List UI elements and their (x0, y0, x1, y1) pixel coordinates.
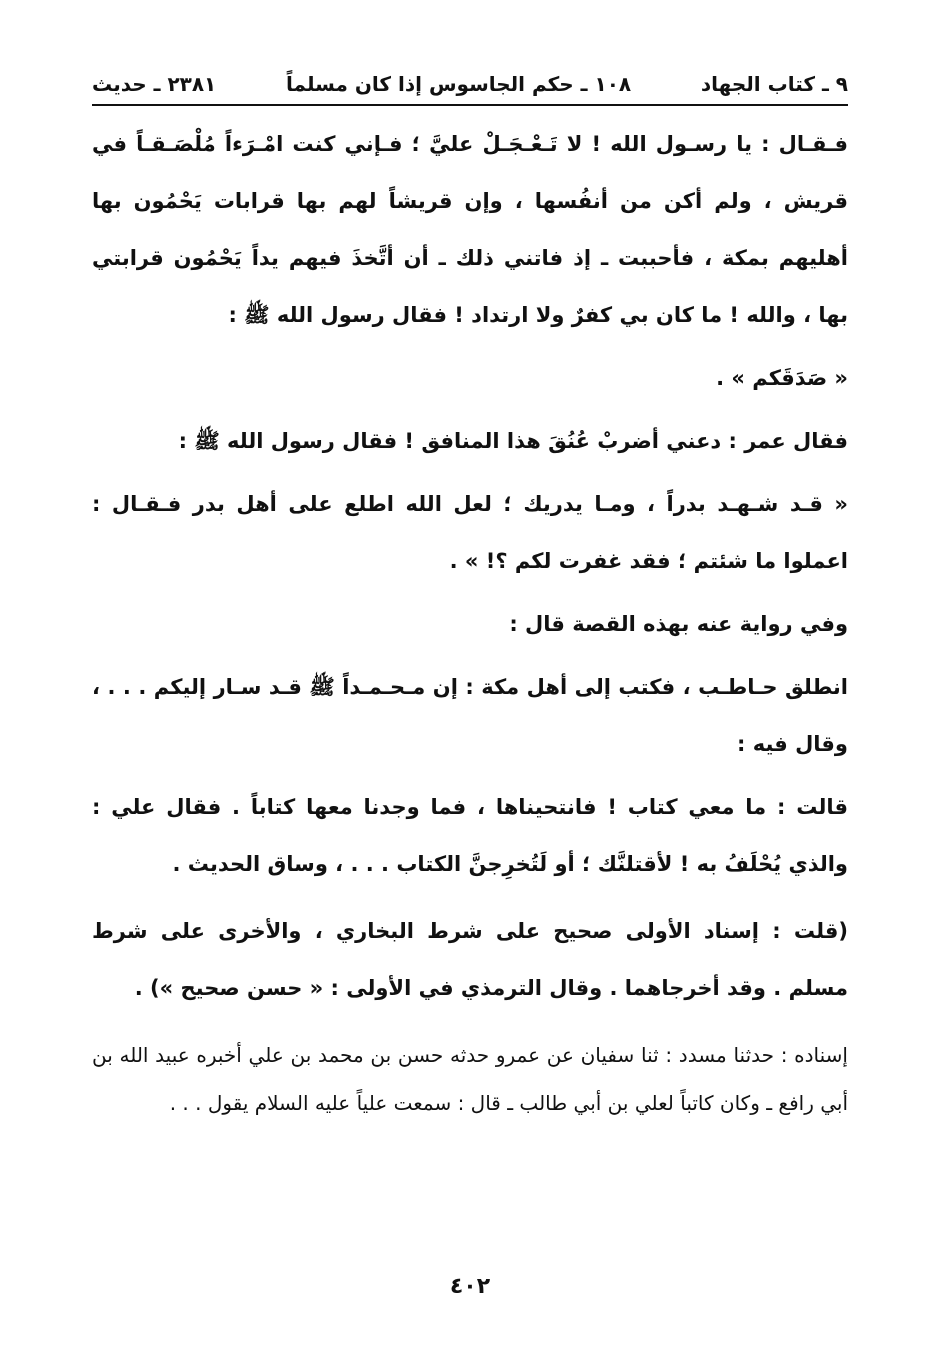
isnad-paragraph: إسناده : حدثنا مسدد : ثنا سفيان عن عمرو حدثه حسن بن محمد بن علي أخبره عبيد الله بن أبي رافع ـ وكان كاتباً لعلي بن أبي طالب ـ قال : سمعت علياً عليه السلام يقول . . . (92, 1043, 848, 1115)
main-text (92, 116, 848, 1127)
paragraph-ali-oath: قالت : ما معي كتاب ! فانتحيناها ، فما وجدنا معها كتاباً . فقال علي : والذي يُحْلَفُ به ! لأقتلنَّك ؛ أو لَتُخرِجنَّ الكتاب . . . ، وساق الحديث . (92, 795, 848, 876)
authenticity-note: (قلت : إسناد الأولى صحيح على شرط البخاري ، والأخرى على شرط مسلم . وقد أخرجاهما . وقال الترمذي في الأولى : « حسن صحيح ») . (92, 919, 848, 1000)
paragraph-badr: « قـد شـهـد بدراً ، ومـا يدريك ؛ لعل الله اطلع على أهل بدر فـقـال : اعملوا ما شئتم ؛ فقد غفرت لكم ؟! » . (92, 492, 848, 573)
paragraph-sadaqakum: « صَدَقَكم » . (716, 366, 848, 390)
header-book-title: ٩ ـ كتاب الجهاد (700, 72, 848, 96)
paragraph-hatib-speech: فـقـال : يا رسـول الله ! لا تَـعْـجَـلْ عليَّ ؛ فـإني كنت امْـرَءاً مُلْصَـقـاً في قريش ، ولم أكن من أنفُسها ، وإن قريشاً لهم بها قرابات يَحْمُون بها أهليهم بمكة ، فأحببت ـ إذ فاتني ذلك ـ أن أتَّخذَ فيهم يداً يَحْمُون قرابتي بها ، والله ! ما كان بي كفرٌ ولا ارتداد ! فقال رسول الله ﷺ : (92, 132, 848, 327)
header-chapter-title: ١٠٨ ـ حكم الجاسوس إذا كان مسلماً (286, 72, 632, 96)
header-rule (92, 104, 848, 106)
running-header (92, 68, 848, 100)
header-hadith-number: ٢٣٨١ ـ حديث (92, 72, 217, 96)
paragraph-another-narration: وفي رواية عنه بهذه القصة قال : (509, 612, 848, 636)
paragraph-hatib-letter: انطلق حـاطـب ، فكتب إلى أهل مكة : إن مـحـمـداً ﷺ قـد سـار إليكم . . . ، وقال فيه : (92, 675, 848, 756)
paragraph-umar: فقال عمر : دعني أضربْ عُنُقَ هذا المنافق ! فقال رسول الله ﷺ : (178, 429, 848, 453)
page-number: ٤٠٢ (449, 1274, 491, 1299)
